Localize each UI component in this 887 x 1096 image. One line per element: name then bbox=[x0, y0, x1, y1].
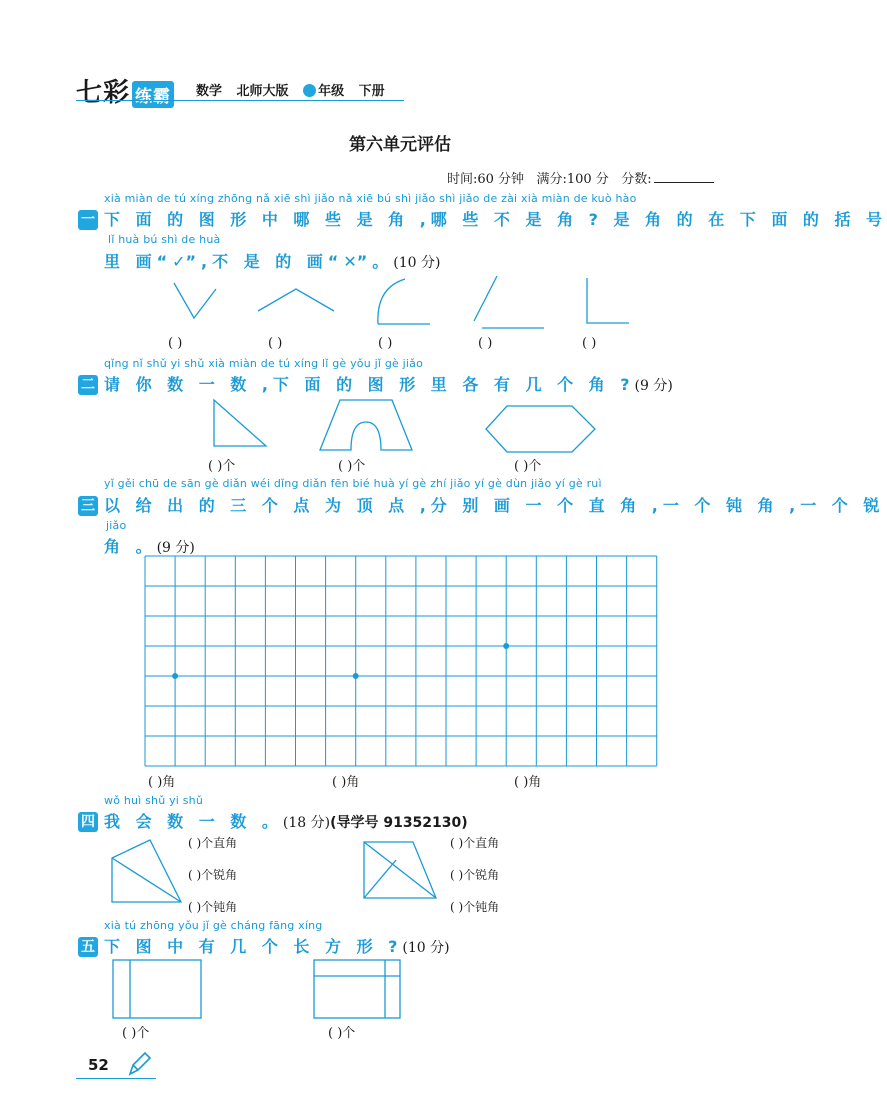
q4-right-2[interactable]: ( )个锐角 bbox=[450, 868, 500, 882]
q5-fig-left bbox=[113, 960, 201, 1018]
q2-number: 二 bbox=[78, 375, 98, 395]
page-title: 第六单元评估 bbox=[349, 135, 451, 155]
q1-text-2a: 里 画“ bbox=[104, 252, 173, 271]
q3-score: (9 分) bbox=[156, 540, 195, 556]
q3-pinyin-1: yǐ gěi chū de sān gè diǎn wéi dǐng diǎn fēn bié huà yí gè zhí jiǎo yí gè dùn jiǎo yí gè ruì bbox=[104, 477, 602, 490]
full-score: 满分:100 分 bbox=[536, 172, 609, 187]
q5-pinyin: xià tú zhōng yǒu jǐ gè cháng fāng xíng bbox=[104, 919, 323, 932]
q4-text: 我 会 数 一 数 。 bbox=[104, 812, 283, 831]
q1-text-1: 下 面 的 图 形 中 哪 些 是 角 ,哪 些 不 是 角 ? 是 角 的 在 下 面 的 括 号 bbox=[104, 210, 887, 229]
q1-answer-4[interactable]: ( ) bbox=[478, 336, 493, 351]
q5-number: 五 bbox=[78, 937, 98, 957]
subject: 数学 bbox=[196, 84, 223, 99]
q3-answer-1[interactable]: ( )角 bbox=[148, 775, 176, 790]
score-label: 分数: bbox=[621, 172, 652, 187]
q3-text-1: 以 给 出 的 三 个 点 为 顶 点 ,分 别 画 一 个 直 角 ,一 个 钝 角 ,一 个 锐 bbox=[104, 496, 885, 515]
q2-answer-2[interactable]: ( )个 bbox=[338, 459, 366, 474]
q4-number: 四 bbox=[78, 812, 98, 832]
q5-text: 下 图 中 有 几 个 长 方 形 ? bbox=[104, 937, 403, 956]
check-mark-icon: ✓ bbox=[172, 252, 186, 271]
q2-pinyin: qǐng nǐ shǔ yi shǔ xià miàn de tú xíng lǐ gè yǒu jǐ gè jiǎo bbox=[104, 357, 424, 370]
logo-box: 练霸 bbox=[132, 81, 174, 108]
q3-text-2: 角 。 bbox=[104, 537, 157, 556]
q1-answer-2[interactable]: ( ) bbox=[268, 336, 283, 351]
q4-score: (18 分) bbox=[282, 815, 331, 831]
q5-answer-2[interactable]: ( )个 bbox=[328, 1026, 356, 1041]
q4-right-3[interactable]: ( )个钝角 bbox=[450, 900, 500, 914]
q1-pinyin-2: lǐ huà bú shì de huà bbox=[108, 233, 221, 246]
q5-answer-1[interactable]: ( )个 bbox=[122, 1026, 150, 1041]
q3-answer-2[interactable]: ( )角 bbox=[332, 775, 360, 790]
q2-text: 请 你 数 一 数 ,下 面 的 图 形 里 各 有 几 个 角 ? bbox=[104, 375, 635, 394]
q4-left-3[interactable]: ( )个钝角 bbox=[188, 900, 238, 914]
q1-answer-5[interactable]: ( ) bbox=[582, 336, 597, 351]
q3-answer-3[interactable]: ( )角 bbox=[514, 775, 542, 790]
q1-text-2b: ”,不 是 的 画“ bbox=[185, 252, 344, 271]
q1-answer-1[interactable]: ( ) bbox=[168, 336, 183, 351]
q4-pinyin: wǒ huì shǔ yi shǔ bbox=[104, 794, 204, 807]
q2-answer-3[interactable]: ( )个 bbox=[514, 459, 542, 474]
time-limit: 时间:60 分钟 bbox=[447, 172, 525, 187]
logo-main: 七彩 bbox=[76, 78, 131, 108]
q1-score: (10 分) bbox=[393, 255, 441, 271]
q1-number: 一 bbox=[78, 210, 98, 230]
q4-left-1[interactable]: ( )个直角 bbox=[188, 836, 238, 850]
q5-fig-right bbox=[314, 960, 400, 1018]
footer-rule bbox=[76, 1078, 156, 1079]
q1-pinyin-1: xià miàn de tú xíng zhōng nǎ xiē shì jiǎo nǎ xiē bú shì jiǎo shì jiǎo de zài xià miàn de kuò hào bbox=[104, 192, 637, 205]
q4-right-1[interactable]: ( )个直角 bbox=[450, 836, 500, 850]
q4-left-2[interactable]: ( )个锐角 bbox=[188, 868, 238, 882]
page-number: 52 bbox=[88, 1056, 109, 1074]
q2-answer-1[interactable]: ( )个 bbox=[208, 459, 236, 474]
q1-text-2c: ”。 bbox=[356, 252, 394, 271]
grade: 年级 bbox=[303, 84, 344, 99]
cross-mark-icon: ✕ bbox=[343, 252, 357, 271]
q2-score: (9 分) bbox=[634, 378, 673, 394]
edition: 北师大版 bbox=[236, 84, 289, 99]
q1-answer-3[interactable]: ( ) bbox=[378, 336, 393, 351]
q4-guide-number: (导学号 91352130) bbox=[330, 815, 468, 831]
q3-number: 三 bbox=[78, 496, 98, 516]
term: 下册 bbox=[358, 84, 385, 99]
q3-pinyin-2: jiǎo bbox=[106, 519, 127, 532]
q5-score: (10 分) bbox=[402, 940, 450, 956]
